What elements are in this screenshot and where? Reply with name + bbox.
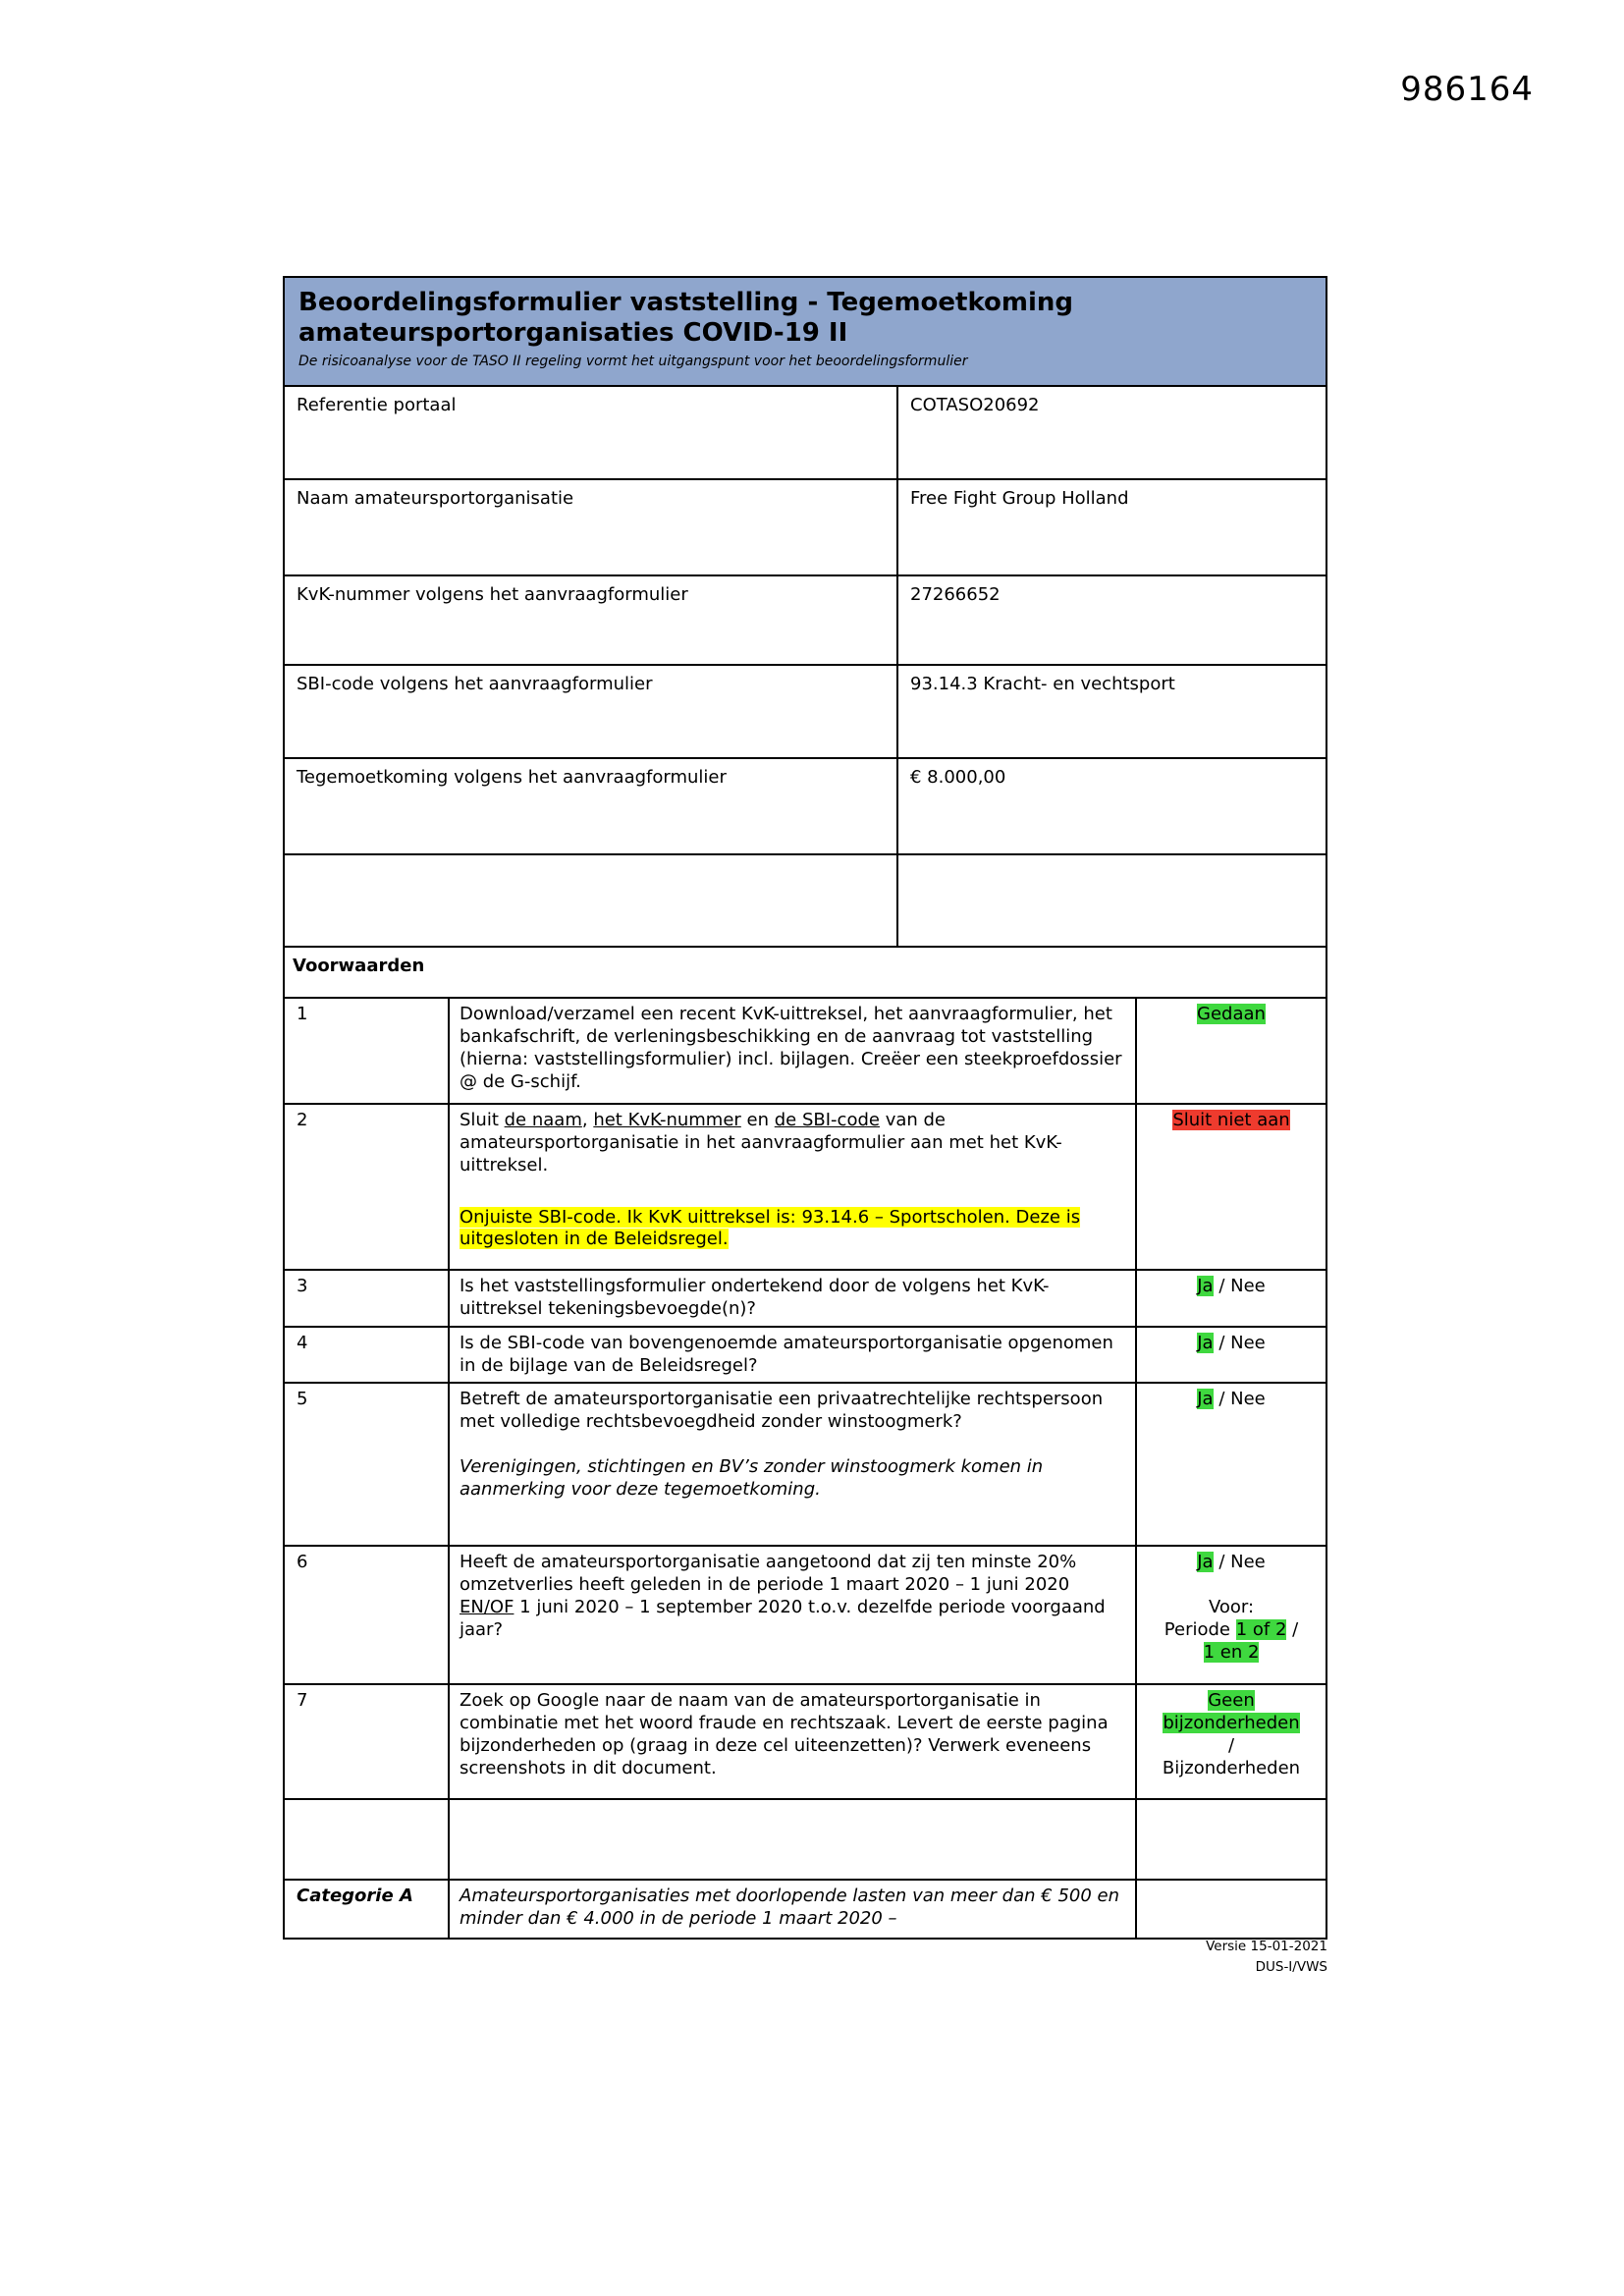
text-segment: en: [740, 1110, 775, 1130]
form-subtitle: De risicoanalyse voor de TASO II regeling vormt het uitgangspunt voor het beoordelingsformulier: [298, 354, 968, 370]
blank-line: [460, 1434, 1125, 1456]
status-separator: /: [1213, 1332, 1231, 1353]
status-geen: Geen: [1208, 1690, 1255, 1712]
footer-org: DUS-I/VWS: [1255, 1958, 1327, 1975]
status-periode-line: [1143, 1619, 1320, 1642]
text-segment: Heeft de amateursportorganisatie aangetoond dat zij ten minste 20% omzetverlies heeft geleden in de periode 1 maart 2020 – 1 juni 2020: [460, 1552, 1077, 1596]
condition-row-3: [285, 1271, 1326, 1328]
info-label: Referentie portaal: [285, 387, 898, 478]
status-ja: Ja: [1197, 1552, 1214, 1573]
condition-text: Is de SBI-code van bovengenoemde amateursportorganisatie opgenomen in de bijlage van de Beleidsregel?: [450, 1328, 1137, 1383]
categorie-label: Categorie A: [285, 1881, 450, 1938]
form-header: [283, 276, 1327, 387]
text-segment: Sluit: [460, 1110, 505, 1130]
form-title-line1: Beoordelingsformulier vaststelling - Tegemoetkoming: [298, 288, 1074, 317]
condition-6-main: [460, 1552, 1125, 1641]
blank-line: [1143, 1574, 1320, 1597]
condition-row-6: [285, 1547, 1326, 1685]
status-bijzonderheden-green: bijzonderheden: [1163, 1713, 1300, 1734]
condition-text: Is het vaststellingsformulier ondertekend door de volgens het KvK-uittreksel tekeningsbevoegde(n)?: [450, 1271, 1137, 1326]
status-geen-line: [1143, 1690, 1320, 1713]
empty-cell: [450, 1800, 1137, 1879]
form-title-line2: amateursportorganisaties COVID-19 II: [298, 318, 848, 349]
condition-number: 4: [285, 1328, 450, 1383]
status-separator: /: [1213, 1389, 1231, 1410]
empty-cell: [285, 1800, 450, 1879]
condition-text: Download/verzamel een recent KvK-uittreksel, het aanvraagformulier, het bankafschrift, de verleningsbeschikking en de aanvraag tot vaststelling (hierna: vaststellingsformulier) incl. bijlagen. Creëer een steekproefdossier @ de G-schijf.: [450, 999, 1137, 1103]
status-nee: Nee: [1230, 1276, 1266, 1296]
condition-row-7: [285, 1685, 1326, 1800]
status-periode-1en2-line: [1143, 1642, 1320, 1665]
status-separator: /: [1213, 1552, 1231, 1573]
info-value: € 8.000,00: [910, 767, 1006, 788]
info-row-empty: [285, 855, 1326, 946]
condition-text: [450, 1547, 1137, 1683]
empty-cell: [1137, 1800, 1326, 1879]
empty-row: [285, 1800, 1326, 1881]
status-periode-1of2: 1 of 2: [1235, 1619, 1287, 1641]
underlined-sbi-code: de SBI-code: [774, 1110, 880, 1130]
condition-text: [450, 1105, 1137, 1269]
status-ja-nee-line: [1143, 1552, 1320, 1574]
blank-line: [460, 1177, 1125, 1207]
page-footer: [1206, 1937, 1327, 1978]
sbi-mismatch-note: Onjuiste SBI-code. Ik KvK uittreksel is: 93.14.6 – Sportscholen. Deze is uitgesloten in de Beleidsregel.: [460, 1206, 1081, 1250]
condition-status: [1137, 1328, 1326, 1383]
status-periode-1en2: 1 en 2: [1203, 1642, 1260, 1664]
condition-status: [1137, 1685, 1326, 1798]
info-label: Naam amateursportorganisatie: [285, 480, 898, 574]
status-gedaan: Gedaan: [1197, 1004, 1266, 1024]
condition-row-4: [285, 1328, 1326, 1385]
underlined-kvk-nummer: het KvK-nummer: [593, 1110, 741, 1130]
info-row-tegemoetkoming: [285, 759, 1326, 855]
condition-number: 3: [285, 1271, 450, 1326]
condition-status: [1137, 1271, 1326, 1326]
condition-number: 5: [285, 1384, 450, 1545]
info-row-naam: [285, 480, 1326, 576]
assessment-form: [283, 276, 1327, 1940]
info-row-referentie: [285, 387, 1326, 480]
info-row-kvk: [285, 576, 1326, 666]
info-table: [283, 387, 1327, 948]
status-voor-label: Voor:: [1208, 1597, 1255, 1618]
status-slash: /: [1227, 1735, 1235, 1757]
info-value: COTASO20692: [910, 395, 1040, 415]
empty-cell: [285, 855, 898, 946]
page-number: 986164: [1400, 70, 1534, 109]
condition-2-note: [460, 1207, 1125, 1252]
info-label: KvK-nummer volgens het aanvraagformulier: [285, 576, 898, 664]
status-bijzonderheden: Bijzonderheden: [1162, 1758, 1301, 1779]
status-nee: Nee: [1230, 1552, 1266, 1573]
condition-5-note: Verenigingen, stichtingen en BV’s zonder winstoogmerk komen in aanmerking voor deze tegemoetkoming.: [460, 1456, 1044, 1501]
condition-number: 1: [285, 999, 450, 1103]
conditions-table: [283, 997, 1327, 1940]
status-bijzonderheden-green-line: [1143, 1713, 1320, 1735]
status-sluit-niet-aan: Sluit niet aan: [1172, 1110, 1290, 1130]
condition-number: 6: [285, 1547, 450, 1683]
status-nee: Nee: [1230, 1332, 1266, 1353]
condition-row-5: [285, 1384, 1326, 1547]
condition-row-1: [285, 999, 1326, 1105]
info-label: Tegemoetkoming volgens het aanvraagformulier: [285, 759, 898, 853]
info-label: SBI-code volgens het aanvraagformulier: [285, 666, 898, 757]
text-segment: 1 juni 2020 – 1 september 2020 t.o.v. dezelfde periode voorgaand jaar?: [460, 1597, 1106, 1641]
info-value: 27266652: [910, 584, 1001, 605]
text-segment: ,: [581, 1110, 594, 1130]
text-segment: /: [1286, 1619, 1299, 1641]
condition-2-main: [460, 1110, 1125, 1177]
status-nee: Nee: [1230, 1389, 1266, 1410]
section-title-voorwaarden: Voorwaarden: [283, 948, 1327, 997]
condition-status: [1137, 1547, 1326, 1683]
condition-number: 7: [285, 1685, 450, 1798]
condition-status: [1137, 999, 1326, 1103]
status-ja: Ja: [1197, 1389, 1214, 1410]
condition-status: [1137, 1384, 1326, 1545]
underlined-en-of: EN/OF: [460, 1597, 514, 1618]
condition-text: [450, 1384, 1137, 1545]
text-segment: van de amateursportorganisatie in het aanvraagformulier aan met het KvK-uittreksel.: [460, 1110, 1062, 1175]
categorie-text: Amateursportorganisaties met doorlopende lasten van meer dan € 500 en minder dan € 4.000 in de periode 1 maart 2020 –: [450, 1881, 1137, 1938]
condition-text: Zoek op Google naar de naam van de amateursportorganisatie in combinatie met het woord fraude en rechtszaak. Levert de eerste pagina bijzonderheden op (graag in deze cel uiteenzetten)? Verwerk eveneens screenshots in dit document.: [450, 1685, 1137, 1798]
status-ja: Ja: [1197, 1276, 1214, 1296]
condition-number: 2: [285, 1105, 450, 1269]
empty-cell: [1137, 1881, 1326, 1938]
info-value: Free Fight Group Holland: [910, 488, 1129, 509]
form-title: [298, 288, 1312, 349]
text-segment: Periode: [1164, 1619, 1236, 1641]
status-separator: /: [1213, 1276, 1231, 1296]
info-row-sbi: [285, 666, 1326, 759]
categorie-a-row: [285, 1881, 1326, 1938]
condition-5-main: Betreft de amateursportorganisatie een privaatrechtelijke rechtspersoon met volledige rechtsbevoegdheid zonder winstoogmerk?: [460, 1389, 1104, 1433]
footer-version: Versie 15-01-2021: [1206, 1939, 1327, 1954]
status-ja: Ja: [1197, 1332, 1214, 1353]
underlined-naam: de naam: [504, 1110, 582, 1130]
condition-status: [1137, 1105, 1326, 1269]
empty-cell: [898, 855, 1326, 946]
info-value: 93.14.3 Kracht- en vechtsport: [910, 674, 1175, 694]
condition-row-2: [285, 1105, 1326, 1271]
